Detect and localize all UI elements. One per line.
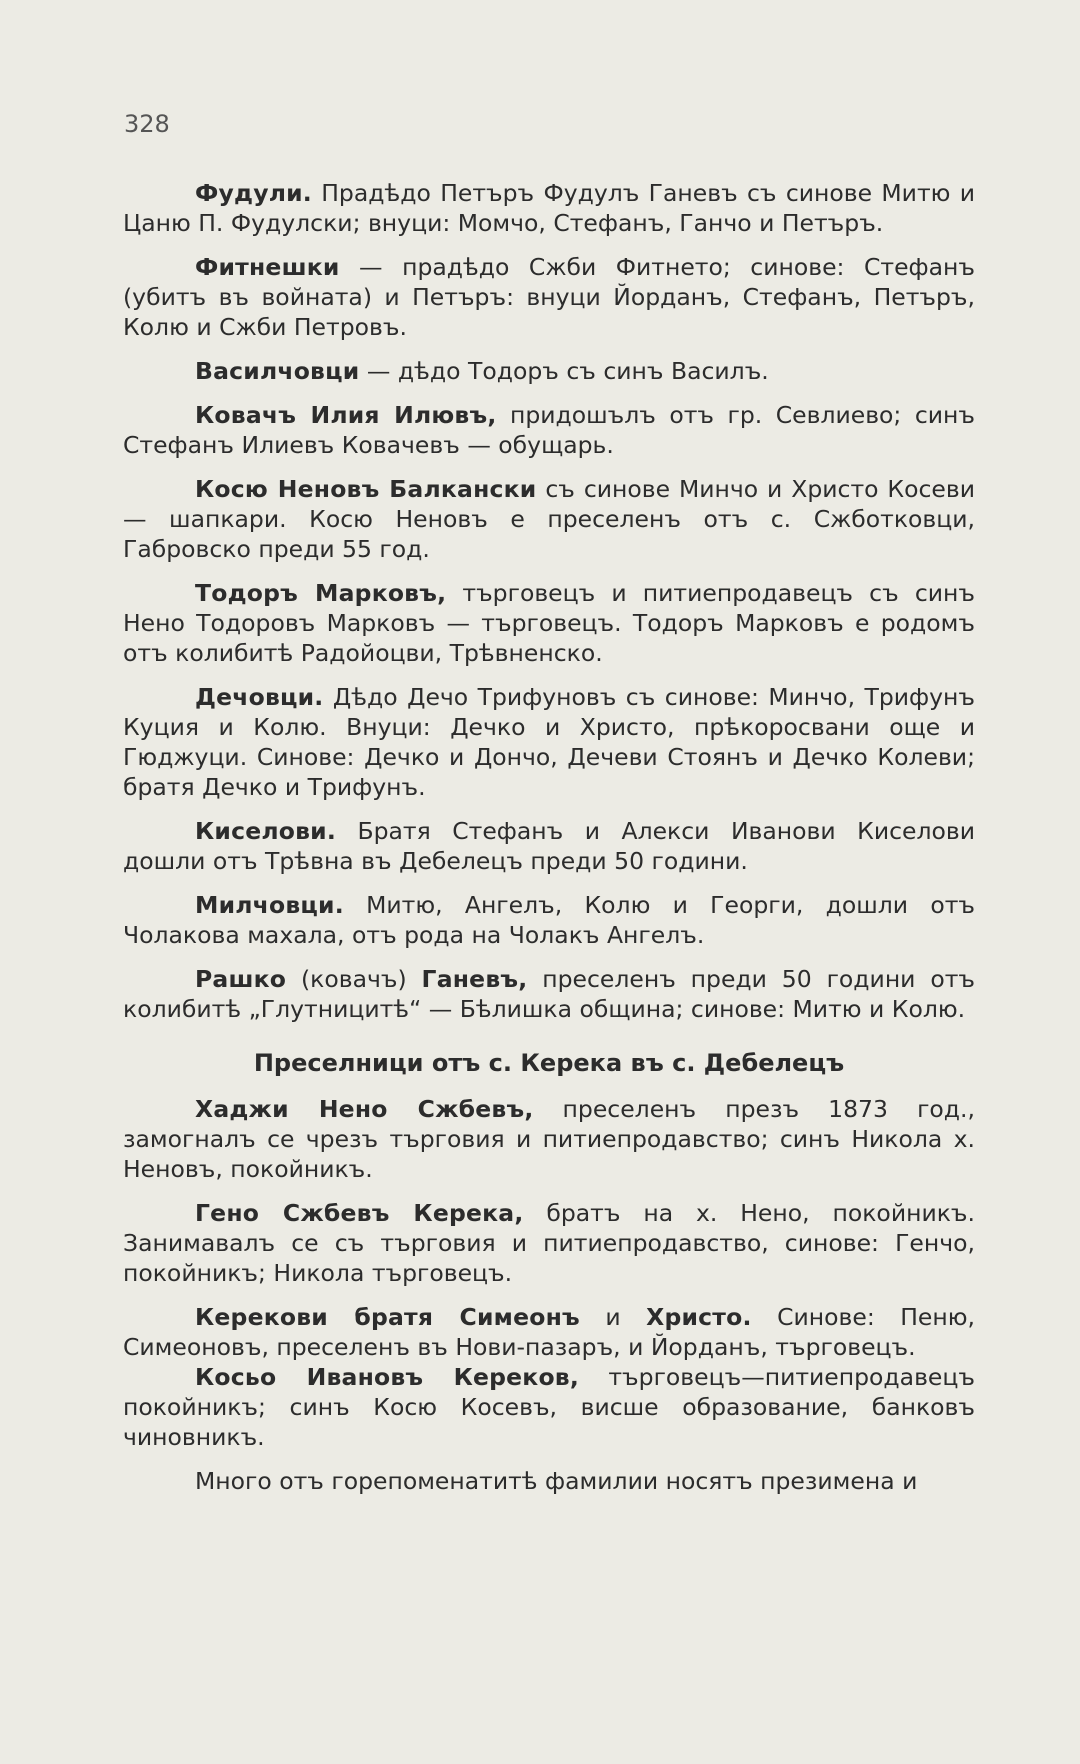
entry-head: Фудули. <box>195 179 312 207</box>
paragraph-geno-sabev: Гено Сжбевъ Керека, братъ на х. Нено, покойникъ. Занимавалъ се съ търговия и питиепродавство, синове: Генчо, покойникъ; Никола търговецъ. <box>123 1199 975 1287</box>
paragraph-hadzhi-neno: Хаджи Нено Сжбевъ, преселенъ презъ 1873 год., замогналъ се чрезъ търговия и питиепродавство; синъ Никола х. Неновъ, покойникъ. <box>123 1095 975 1183</box>
paragraph-todor-markov: Тодоръ Марковъ, търговецъ и питиепродавецъ съ синъ Нено Тодоровъ Марковъ — търговецъ. Тодоръ Марковъ е родомъ отъ колибитѣ Радойоцви, Трѣвненско. <box>123 579 975 667</box>
page-text <box>123 178 975 1510</box>
entry-head: Василчовци <box>195 357 360 385</box>
entry-head: Ковачъ Илия Илювъ, <box>195 401 497 429</box>
paragraph-kosyu-nenov: Косю Неновъ Балкански съ синове Минчо и Христо Косеви — шапкари. Косю Неновъ е преселенъ отъ с. Сжботковци, Габровско преди 55 год. <box>123 475 975 563</box>
entry-head: Христо. <box>646 1303 752 1331</box>
entry-head: Хаджи Нено Сжбевъ, <box>195 1095 534 1123</box>
entry-head: Рашко <box>195 965 287 993</box>
entry-head: Милчовци. <box>195 891 344 919</box>
paragraph-closing: Много отъ горепоменатитѣ фамилии носятъ презимена и <box>195 1467 918 1495</box>
section-title: Преселници отъ с. Керека въ с. Дебелецъ <box>253 1049 845 1077</box>
entry-head: Тодоръ Марковъ, <box>195 579 447 607</box>
paragraph-kosyo-ivanov: Косьо Ивановъ Кереков, търговецъ—питиепродавецъ покойникъ; синъ Косю Косевъ, висше образование, банковъ чиновникъ. <box>123 1363 975 1451</box>
paragraph-fitneshki: Фитнешки — прадѣдо Сжби Фитнето; синове: Стефанъ (убитъ въ войната) и Петъръ: внуци Йорданъ, Стефанъ, Петъръ, Колю и Сжби Петровъ. <box>123 253 975 341</box>
paragraph-kerekovi: Керекови братя Симеонъ и Христо. Синове: Пеню, Симеоновъ, преселенъ въ Нови-пазаръ, и Йорданъ, търговецъ. <box>123 1303 975 1361</box>
paragraph-milchovtsi: Милчовци. Митю, Ангелъ, Колю и Георги, дошли отъ Чолакова махала, отъ рода на Чолакъ Ангелъ. <box>123 891 975 949</box>
entry-head: Косю Неновъ Балкански <box>195 475 537 503</box>
paragraph-kovach: Ковачъ Илия Илювъ, придошълъ отъ гр. Севлиево; синъ Стефанъ Илиевъ Ковачевъ — обущарь. <box>123 401 975 459</box>
paragraph-kiselovi: Киселови. Братя Стефанъ и Алекси Иванови Киселови дошли отъ Трѣвна въ Дебелецъ преди 50 години. <box>123 817 975 875</box>
entry-head: Дечовци. <box>195 683 324 711</box>
entry-head: Киселови. <box>195 817 336 845</box>
paragraph-fuduli: Фудули. Прадѣдо Петъръ Фудулъ Ганевъ съ синове Митю и Цаню П. Фудулски; внуци: Момчо, Стефанъ, Ганчо и Петъръ. <box>123 179 975 237</box>
entry-head: Керекови братя Симеонъ <box>195 1303 580 1331</box>
paragraph-rashko: Рашко (ковачъ) Ганевъ, преселенъ преди 50 години отъ колибитѣ „Глутницитѣ“ — Бѣлишка община; синове: Митю и Колю. <box>123 965 975 1023</box>
entry-head: Гено Сжбевъ Керека, <box>195 1199 524 1227</box>
entry-head: Фитнешки <box>195 253 340 281</box>
entry-head: Косьо Ивановъ Кереков, <box>195 1363 579 1391</box>
paragraph-dechovtsi: Дечовци. Дѣдо Дечо Трифуновъ съ синове: Минчо, Трифунъ Куция и Колю. Внуци: Дечко и Христо, прѣкоросвани още и Гюджуци. Синове: Дечко и Дончо, Дечеви Стоянъ и Дечко Колеви; братя Дечко и Трифунъ. <box>123 683 975 801</box>
paragraph-vasilchovtsi: Василчовци — дѣдо Тодоръ съ синъ Василъ. <box>195 357 769 385</box>
page-number: 328 <box>124 110 170 138</box>
entry-head: Ганевъ, <box>421 965 528 993</box>
